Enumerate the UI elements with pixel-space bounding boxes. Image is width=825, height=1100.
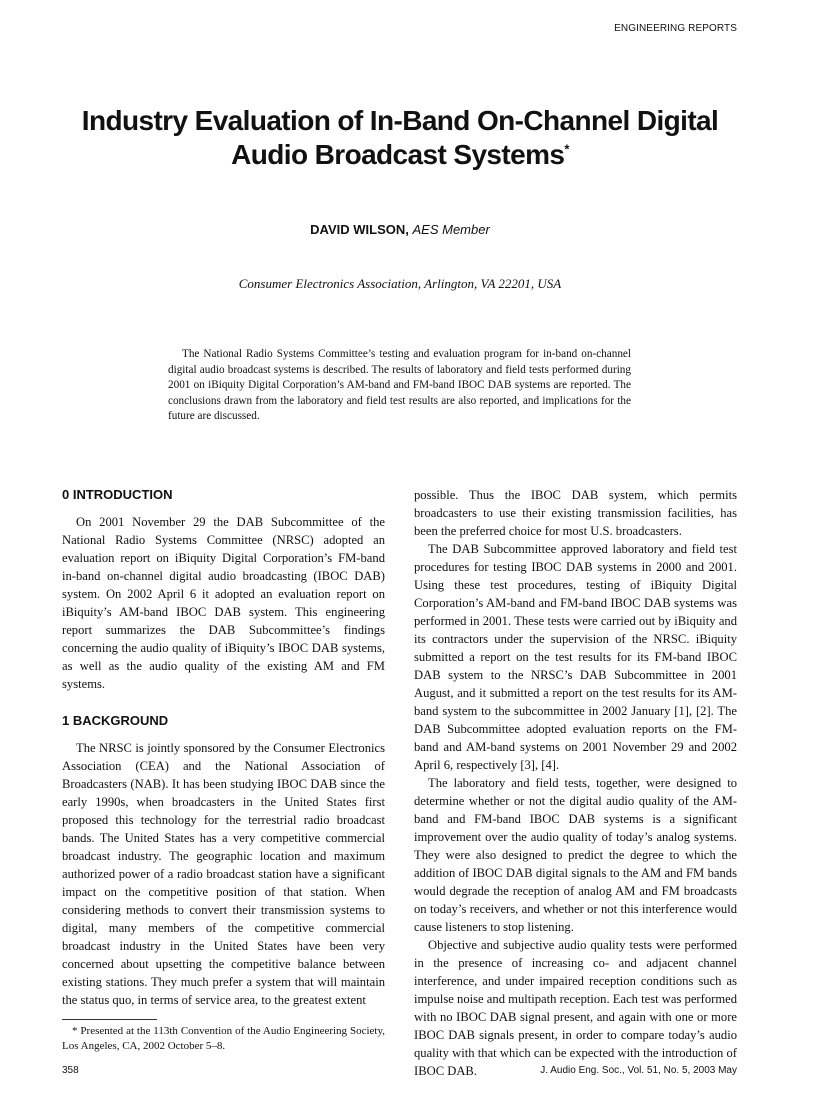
running-head: ENGINEERING REPORTS <box>614 23 737 34</box>
author-line <box>0 222 800 237</box>
affiliation: Consumer Electronics Association, Arlington, VA 22201, USA <box>238 276 562 291</box>
background-paragraph: The NRSC is jointly sponsored by the Consumer Electronics Association (CEA) and the National Association of Broadcasters (NAB). It has been studying IBOC DAB since the early 1990s, when broadcasters in the United States first proposed this technology for the terrestrial radio broadcast bands. The United States has a very competitive commercial broadcast industry. The geographic location and maximum authorized power of a radio broadcast station have a significant impact on the competitive position of that station. When considering methods to convert their transmission systems to digital, many members of the competitive commercial broadcast industry in the United States have been very concerned about upsetting the competitive balance between existing stations. They much prefer a system that will maintain the status quo, in terms of service area, to the greatest extent <box>62 741 385 1007</box>
footnote <box>62 1024 385 1054</box>
author-membership: AES Member <box>412 222 490 237</box>
title-footnote-mark: * <box>564 141 569 157</box>
background-continued-paragraph: possible. Thus the IBOC DAB system, which permits broadcasters to use their existing transmission facilities, has been the preferred choice for most U.S. broadcasters. <box>414 488 737 538</box>
section-heading-background: 1 BACKGROUND <box>62 713 169 728</box>
left-column <box>62 486 385 1009</box>
abstract: The National Radio Systems Committee’s testing and evaluation program for in-band on-channel digital audio broadcast systems is described. The results of laboratory and field tests performed during 2001 on iBiquity Digital Corporation’s AM-band and FM-band IBOC DAB systems are reported. The conclusions drawn from the laboratory and field test results are also reported, and implications for the future are discussed. <box>168 348 631 422</box>
footnote-text: * Presented at the 113th Convention of the Audio Engineering Society, Los Angeles, CA, 2002 October 5–8. <box>62 1025 385 1052</box>
footnote-divider <box>62 1019 157 1020</box>
test-procedures-paragraph: The DAB Subcommittee approved laboratory and field test procedures for testing IBOC DAB systems in 2000 and 2001. Using these test procedures, testing of iBiquity Digital Corporation’s AM-band and FM-band IBOC DAB systems was performed in 2001. These tests were carried out by iBiquity and its contractors under the supervision of the NRSC. iBiquity submitted a report on the test results for its FM-band IBOC DAB system to the NRSC’s DAB Subcommittee in 2001 August, and it submitted a report on the test results for its AM-band system to the subcommittee in 2002 January [1], [2]. The DAB Subcommittee adopted evaluation reports on the FM-band and AM-band systems on 2001 November 29 and 2002 April 6, respectively [3], [4]. <box>414 542 737 772</box>
page-number: 358 <box>62 1065 79 1076</box>
title-line-1: Industry Evaluation of In-Band On-Channel Digital <box>81 105 719 136</box>
right-column <box>414 486 737 1080</box>
title-line-2: Audio Broadcast Systems <box>231 139 565 170</box>
paper-title <box>60 104 740 172</box>
quality-tests-paragraph: Objective and subjective audio quality tests were performed in the presence of increasing co- and adjacent channel interference, and under impaired reception conditions such as impulse noise and multipath reception. Each test was performed with no IBOC DAB signal present, and again with one or more IBOC DAB signals present, in order to compare today’s audio quality with that which can be expected with the introduction of IBOC DAB. <box>414 938 737 1078</box>
author-name: DAVID WILSON, <box>310 222 409 237</box>
intro-paragraph: On 2001 November 29 the DAB Subcommittee of the National Radio Systems Committee (NRSC) adopted an evaluation report on iBiquity Digital Corporation’s FM-band in-band on-channel digital audio broadcasting (IBOC DAB) system. On 2002 April 6 it adopted an evaluation report on iBiquity’s AM-band IBOC DAB system. This engineering report summarizes the DAB Subcommittee’s findings concerning the audio quality of iBiquity’s IBOC DAB systems, as well as the audio quality of the existing AM and FM systems. <box>62 515 385 691</box>
test-design-paragraph: The laboratory and field tests, together, were designed to determine whether or not the digital audio quality of the AM-band and FM-band IBOC DAB systems is a significant improvement over the audio quality of today’s analog systems. They were also designed to predict the degree to which the addition of IBOC DAB digital signals to the AM and FM bands would degrade the reception of analog AM and FM broadcasts on today’s receivers, and whether or not this interference would cause listeners to stop listening. <box>414 776 737 934</box>
section-heading-introduction: 0 INTRODUCTION <box>62 487 173 502</box>
journal-citation: J. Audio Eng. Soc., Vol. 51, No. 5, 2003 May <box>540 1065 737 1076</box>
